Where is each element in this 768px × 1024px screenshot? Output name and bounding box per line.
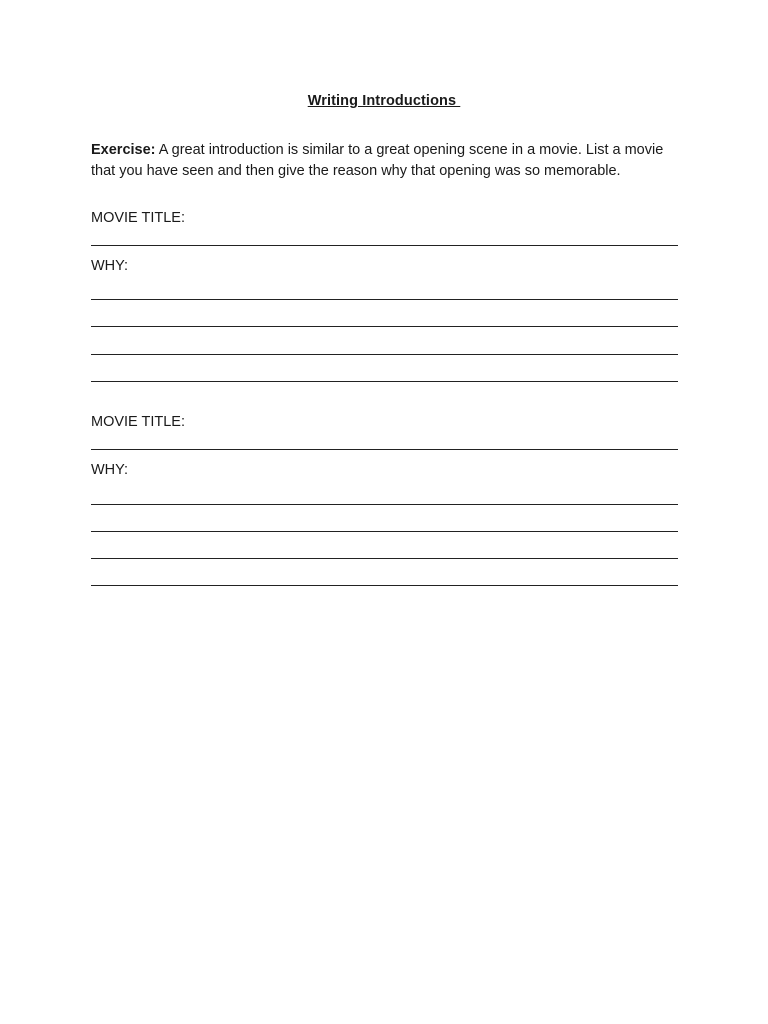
why-answer-line-2d[interactable] [91, 585, 678, 586]
page-title: Writing Introductions [307, 93, 461, 109]
why-answer-line-1b[interactable] [91, 326, 678, 327]
exercise-text: A great introduction is similar to a great opening scene in a movie. List a movie that you have seen and then give the reason why that opening was so memorable. [91, 142, 664, 179]
why-answer-line-1c[interactable] [91, 354, 678, 355]
movie-title-label-1: MOVIE TITLE: [91, 210, 186, 226]
exercise-label: Exercise: [91, 142, 156, 158]
movie-title-answer-line-2[interactable] [91, 449, 678, 450]
movie-title-label-2: MOVIE TITLE: [91, 414, 186, 430]
why-answer-line-2a[interactable] [91, 504, 678, 505]
why-answer-line-2c[interactable] [91, 558, 678, 559]
movie-title-answer-line-1[interactable] [91, 245, 678, 246]
why-label-1: WHY: [91, 258, 129, 274]
exercise-instructions [91, 140, 681, 182]
why-answer-line-1a[interactable] [91, 299, 678, 300]
why-answer-line-1d[interactable] [91, 381, 678, 382]
why-label-2: WHY: [91, 462, 129, 478]
why-answer-line-2b[interactable] [91, 531, 678, 532]
